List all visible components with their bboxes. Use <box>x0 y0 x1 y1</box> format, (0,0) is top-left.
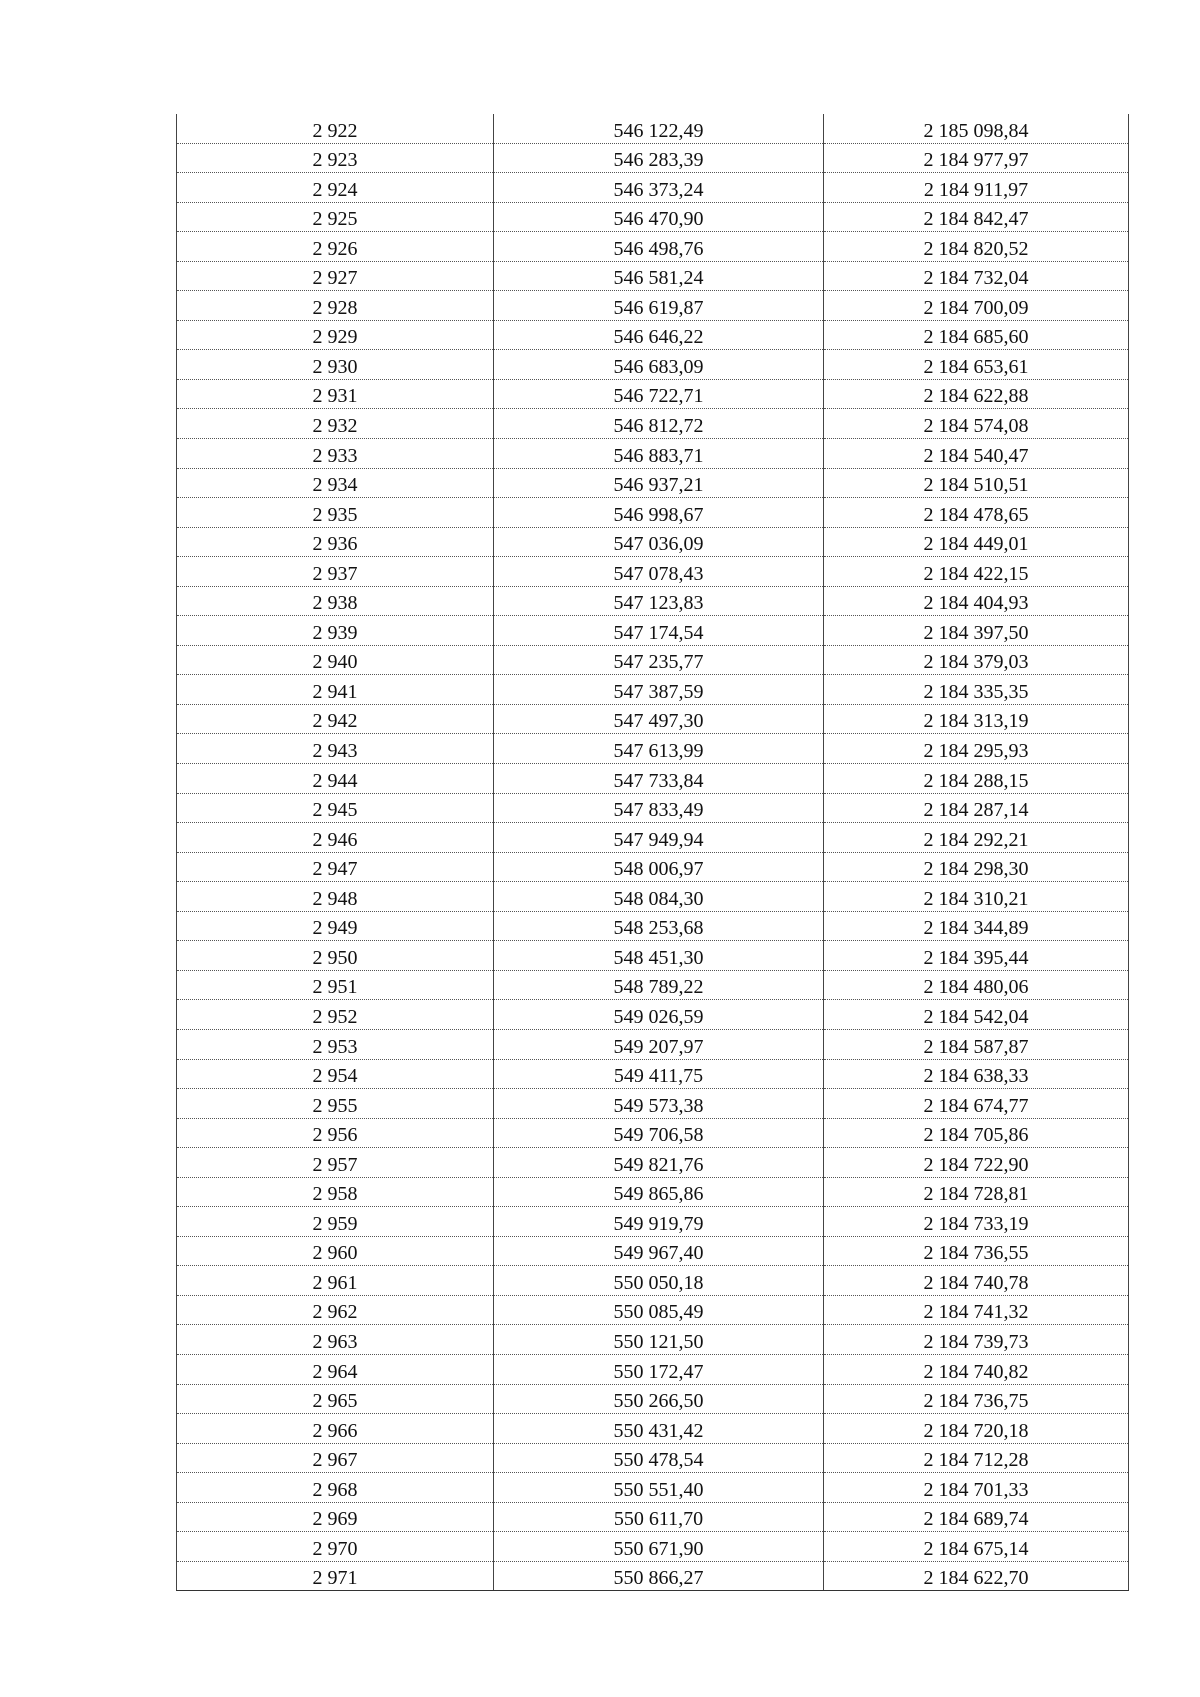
y-coordinate-cell: 2 184 480,06 <box>824 970 1129 1000</box>
point-number-cell: 2 968 <box>177 1473 494 1503</box>
point-number-cell: 2 925 <box>177 202 494 232</box>
table-row <box>177 379 1129 409</box>
x-coordinate-cell: 546 883,71 <box>494 439 824 469</box>
point-number-cell: 2 933 <box>177 439 494 469</box>
x-coordinate-cell: 546 683,09 <box>494 350 824 380</box>
y-coordinate-cell: 2 184 653,61 <box>824 350 1129 380</box>
y-coordinate-cell: 2 184 701,33 <box>824 1473 1129 1503</box>
table-row <box>177 675 1129 705</box>
x-coordinate-cell: 548 006,97 <box>494 852 824 882</box>
x-coordinate-cell: 546 498,76 <box>494 232 824 262</box>
point-number-cell: 2 928 <box>177 291 494 321</box>
x-coordinate-cell: 546 283,39 <box>494 143 824 173</box>
y-coordinate-cell: 2 184 911,97 <box>824 173 1129 203</box>
x-coordinate-cell: 550 611,70 <box>494 1502 824 1532</box>
point-number-cell: 2 966 <box>177 1414 494 1444</box>
x-coordinate-cell: 546 646,22 <box>494 320 824 350</box>
table-row <box>177 557 1129 587</box>
y-coordinate-cell: 2 184 313,19 <box>824 704 1129 734</box>
x-coordinate-cell: 547 174,54 <box>494 616 824 646</box>
x-coordinate-cell: 546 470,90 <box>494 202 824 232</box>
y-coordinate-cell: 2 184 510,51 <box>824 468 1129 498</box>
x-coordinate-cell: 547 949,94 <box>494 823 824 853</box>
point-number-cell: 2 927 <box>177 261 494 291</box>
y-coordinate-cell: 2 184 404,93 <box>824 586 1129 616</box>
x-coordinate-cell: 550 671,90 <box>494 1532 824 1562</box>
y-coordinate-cell: 2 184 335,35 <box>824 675 1129 705</box>
x-coordinate-cell: 548 253,68 <box>494 911 824 941</box>
x-coordinate-cell: 547 123,83 <box>494 586 824 616</box>
table-row <box>177 734 1129 764</box>
coordinates-table-body <box>177 114 1129 1591</box>
table-row <box>177 202 1129 232</box>
point-number-cell: 2 924 <box>177 173 494 203</box>
x-coordinate-cell: 549 919,79 <box>494 1207 824 1237</box>
point-number-cell: 2 964 <box>177 1354 494 1384</box>
x-coordinate-cell: 550 085,49 <box>494 1295 824 1325</box>
x-coordinate-cell: 547 036,09 <box>494 527 824 557</box>
table-row <box>177 1295 1129 1325</box>
x-coordinate-cell: 550 431,42 <box>494 1414 824 1444</box>
point-number-cell: 2 954 <box>177 1059 494 1089</box>
point-number-cell: 2 950 <box>177 941 494 971</box>
y-coordinate-cell: 2 184 622,70 <box>824 1561 1129 1591</box>
point-number-cell: 2 952 <box>177 1000 494 1030</box>
y-coordinate-cell: 2 184 689,74 <box>824 1502 1129 1532</box>
y-coordinate-cell: 2 184 739,73 <box>824 1325 1129 1355</box>
table-row <box>177 1236 1129 1266</box>
x-coordinate-cell: 546 812,72 <box>494 409 824 439</box>
y-coordinate-cell: 2 184 736,55 <box>824 1236 1129 1266</box>
x-coordinate-cell: 546 998,67 <box>494 498 824 528</box>
x-coordinate-cell: 549 865,86 <box>494 1177 824 1207</box>
point-number-cell: 2 947 <box>177 852 494 882</box>
point-number-cell: 2 961 <box>177 1266 494 1296</box>
x-coordinate-cell: 547 078,43 <box>494 557 824 587</box>
point-number-cell: 2 969 <box>177 1502 494 1532</box>
table-row <box>177 941 1129 971</box>
y-coordinate-cell: 2 184 395,44 <box>824 941 1129 971</box>
y-coordinate-cell: 2 184 288,15 <box>824 764 1129 794</box>
point-number-cell: 2 931 <box>177 379 494 409</box>
x-coordinate-cell: 546 937,21 <box>494 468 824 498</box>
table-row <box>177 498 1129 528</box>
point-number-cell: 2 971 <box>177 1561 494 1591</box>
table-row <box>177 1089 1129 1119</box>
table-row <box>177 616 1129 646</box>
y-coordinate-cell: 2 184 712,28 <box>824 1443 1129 1473</box>
table-row <box>177 970 1129 1000</box>
table-row <box>177 1502 1129 1532</box>
y-coordinate-cell: 2 185 098,84 <box>824 114 1129 143</box>
table-row <box>177 1561 1129 1591</box>
point-number-cell: 2 922 <box>177 114 494 143</box>
x-coordinate-cell: 550 551,40 <box>494 1473 824 1503</box>
table-row <box>177 1354 1129 1384</box>
y-coordinate-cell: 2 184 287,14 <box>824 793 1129 823</box>
table-row <box>177 143 1129 173</box>
x-coordinate-cell: 549 706,58 <box>494 1118 824 1148</box>
x-coordinate-cell: 549 411,75 <box>494 1059 824 1089</box>
table-row <box>177 704 1129 734</box>
y-coordinate-cell: 2 184 449,01 <box>824 527 1129 557</box>
table-row <box>177 1059 1129 1089</box>
x-coordinate-cell: 549 573,38 <box>494 1089 824 1119</box>
point-number-cell: 2 942 <box>177 704 494 734</box>
table-row <box>177 1029 1129 1059</box>
y-coordinate-cell: 2 184 298,30 <box>824 852 1129 882</box>
y-coordinate-cell: 2 184 638,33 <box>824 1059 1129 1089</box>
y-coordinate-cell: 2 184 542,04 <box>824 1000 1129 1030</box>
coordinates-table <box>176 114 1129 1591</box>
y-coordinate-cell: 2 184 478,65 <box>824 498 1129 528</box>
y-coordinate-cell: 2 184 700,09 <box>824 291 1129 321</box>
y-coordinate-cell: 2 184 295,93 <box>824 734 1129 764</box>
point-number-cell: 2 951 <box>177 970 494 1000</box>
point-number-cell: 2 945 <box>177 793 494 823</box>
x-coordinate-cell: 547 497,30 <box>494 704 824 734</box>
x-coordinate-cell: 547 613,99 <box>494 734 824 764</box>
x-coordinate-cell: 548 084,30 <box>494 882 824 912</box>
table-row <box>177 793 1129 823</box>
y-coordinate-cell: 2 184 741,32 <box>824 1295 1129 1325</box>
y-coordinate-cell: 2 184 675,14 <box>824 1532 1129 1562</box>
point-number-cell: 2 941 <box>177 675 494 705</box>
y-coordinate-cell: 2 184 732,04 <box>824 261 1129 291</box>
y-coordinate-cell: 2 184 722,90 <box>824 1148 1129 1178</box>
point-number-cell: 2 962 <box>177 1295 494 1325</box>
y-coordinate-cell: 2 184 540,47 <box>824 439 1129 469</box>
table-row <box>177 1325 1129 1355</box>
table-row <box>177 409 1129 439</box>
y-coordinate-cell: 2 184 622,88 <box>824 379 1129 409</box>
y-coordinate-cell: 2 184 574,08 <box>824 409 1129 439</box>
point-number-cell: 2 959 <box>177 1207 494 1237</box>
point-number-cell: 2 929 <box>177 320 494 350</box>
table-row <box>177 1000 1129 1030</box>
y-coordinate-cell: 2 184 310,21 <box>824 882 1129 912</box>
x-coordinate-cell: 547 833,49 <box>494 793 824 823</box>
point-number-cell: 2 923 <box>177 143 494 173</box>
point-number-cell: 2 939 <box>177 616 494 646</box>
y-coordinate-cell: 2 184 842,47 <box>824 202 1129 232</box>
table-row <box>177 911 1129 941</box>
table-row <box>177 882 1129 912</box>
y-coordinate-cell: 2 184 379,03 <box>824 645 1129 675</box>
x-coordinate-cell: 547 387,59 <box>494 675 824 705</box>
point-number-cell: 2 930 <box>177 350 494 380</box>
x-coordinate-cell: 549 967,40 <box>494 1236 824 1266</box>
y-coordinate-cell: 2 184 685,60 <box>824 320 1129 350</box>
table-row <box>177 1148 1129 1178</box>
table-row <box>177 1118 1129 1148</box>
table-row <box>177 1473 1129 1503</box>
y-coordinate-cell: 2 184 733,19 <box>824 1207 1129 1237</box>
point-number-cell: 2 937 <box>177 557 494 587</box>
y-coordinate-cell: 2 184 344,89 <box>824 911 1129 941</box>
y-coordinate-cell: 2 184 674,77 <box>824 1089 1129 1119</box>
y-coordinate-cell: 2 184 977,97 <box>824 143 1129 173</box>
table-row <box>177 291 1129 321</box>
x-coordinate-cell: 550 172,47 <box>494 1354 824 1384</box>
x-coordinate-cell: 550 266,50 <box>494 1384 824 1414</box>
table-row <box>177 173 1129 203</box>
table-row <box>177 527 1129 557</box>
table-row <box>177 439 1129 469</box>
table-row <box>177 261 1129 291</box>
y-coordinate-cell: 2 184 736,75 <box>824 1384 1129 1414</box>
table-row <box>177 645 1129 675</box>
table-row <box>177 586 1129 616</box>
x-coordinate-cell: 547 235,77 <box>494 645 824 675</box>
point-number-cell: 2 955 <box>177 1089 494 1119</box>
x-coordinate-cell: 546 722,71 <box>494 379 824 409</box>
x-coordinate-cell: 550 478,54 <box>494 1443 824 1473</box>
y-coordinate-cell: 2 184 705,86 <box>824 1118 1129 1148</box>
table-row <box>177 1266 1129 1296</box>
table-row <box>177 350 1129 380</box>
y-coordinate-cell: 2 184 728,81 <box>824 1177 1129 1207</box>
point-number-cell: 2 934 <box>177 468 494 498</box>
y-coordinate-cell: 2 184 292,21 <box>824 823 1129 853</box>
point-number-cell: 2 963 <box>177 1325 494 1355</box>
x-coordinate-cell: 546 619,87 <box>494 291 824 321</box>
point-number-cell: 2 949 <box>177 911 494 941</box>
y-coordinate-cell: 2 184 820,52 <box>824 232 1129 262</box>
point-number-cell: 2 948 <box>177 882 494 912</box>
table-row <box>177 232 1129 262</box>
x-coordinate-cell: 550 050,18 <box>494 1266 824 1296</box>
table-row <box>177 764 1129 794</box>
point-number-cell: 2 926 <box>177 232 494 262</box>
x-coordinate-cell: 549 026,59 <box>494 1000 824 1030</box>
y-coordinate-cell: 2 184 422,15 <box>824 557 1129 587</box>
point-number-cell: 2 943 <box>177 734 494 764</box>
point-number-cell: 2 957 <box>177 1148 494 1178</box>
point-number-cell: 2 967 <box>177 1443 494 1473</box>
y-coordinate-cell: 2 184 720,18 <box>824 1414 1129 1444</box>
table-row <box>177 1414 1129 1444</box>
y-coordinate-cell: 2 184 740,82 <box>824 1354 1129 1384</box>
point-number-cell: 2 956 <box>177 1118 494 1148</box>
y-coordinate-cell: 2 184 397,50 <box>824 616 1129 646</box>
point-number-cell: 2 958 <box>177 1177 494 1207</box>
x-coordinate-cell: 546 122,49 <box>494 114 824 143</box>
table-row <box>177 852 1129 882</box>
x-coordinate-cell: 549 821,76 <box>494 1148 824 1178</box>
x-coordinate-cell: 546 581,24 <box>494 261 824 291</box>
table-row <box>177 1207 1129 1237</box>
y-coordinate-cell: 2 184 740,78 <box>824 1266 1129 1296</box>
table-row <box>177 114 1129 143</box>
y-coordinate-cell: 2 184 587,87 <box>824 1029 1129 1059</box>
point-number-cell: 2 953 <box>177 1029 494 1059</box>
x-coordinate-cell: 550 121,50 <box>494 1325 824 1355</box>
point-number-cell: 2 970 <box>177 1532 494 1562</box>
point-number-cell: 2 938 <box>177 586 494 616</box>
table-row <box>177 1177 1129 1207</box>
point-number-cell: 2 944 <box>177 764 494 794</box>
point-number-cell: 2 936 <box>177 527 494 557</box>
table-row <box>177 468 1129 498</box>
x-coordinate-cell: 548 789,22 <box>494 970 824 1000</box>
point-number-cell: 2 935 <box>177 498 494 528</box>
point-number-cell: 2 965 <box>177 1384 494 1414</box>
table-row <box>177 1532 1129 1562</box>
point-number-cell: 2 960 <box>177 1236 494 1266</box>
table-row <box>177 1443 1129 1473</box>
x-coordinate-cell: 550 866,27 <box>494 1561 824 1591</box>
table-row <box>177 823 1129 853</box>
x-coordinate-cell: 546 373,24 <box>494 173 824 203</box>
table-row <box>177 320 1129 350</box>
point-number-cell: 2 932 <box>177 409 494 439</box>
x-coordinate-cell: 548 451,30 <box>494 941 824 971</box>
x-coordinate-cell: 547 733,84 <box>494 764 824 794</box>
point-number-cell: 2 940 <box>177 645 494 675</box>
point-number-cell: 2 946 <box>177 823 494 853</box>
table-row <box>177 1384 1129 1414</box>
x-coordinate-cell: 549 207,97 <box>494 1029 824 1059</box>
